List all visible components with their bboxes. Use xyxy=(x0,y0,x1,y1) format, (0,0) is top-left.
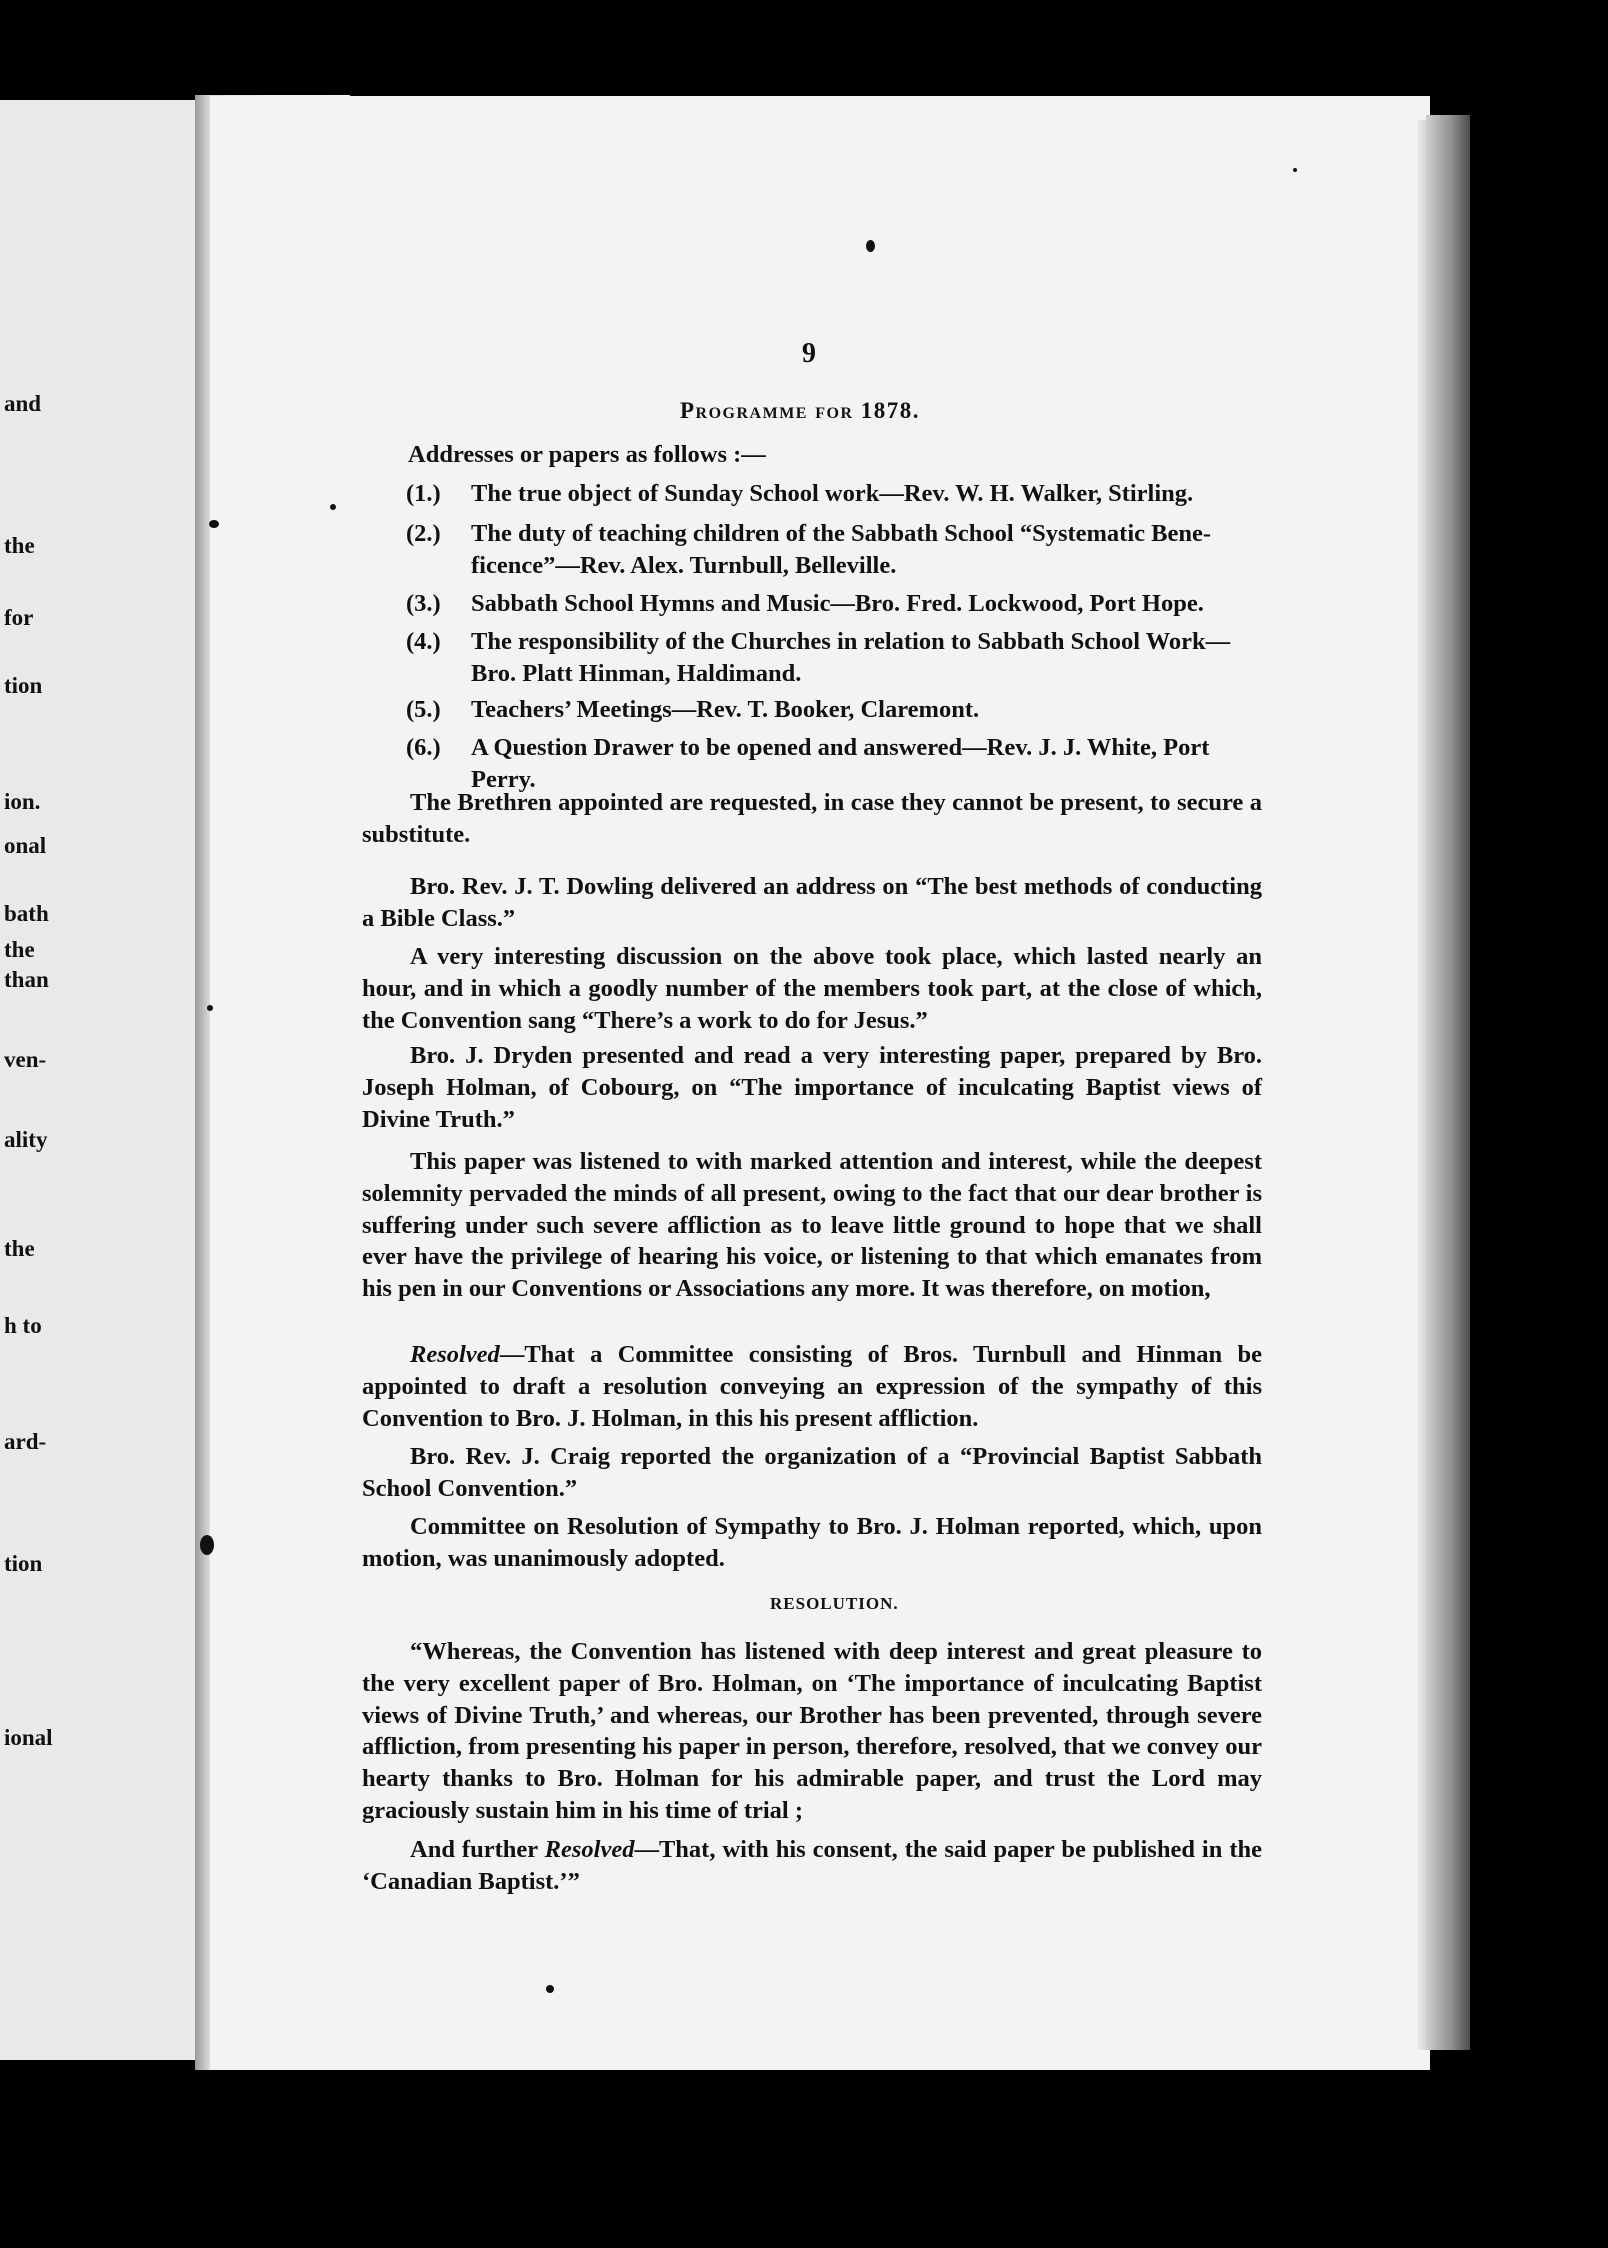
programme-item-number: (4.) xyxy=(406,628,441,655)
left-page-fragment: tion xyxy=(4,673,43,698)
resolved-committee-text: —That a Committee consisting of Bros. Turnbull and Hinman be appointed to draft a resolution conveying an expression of the sympathy of this Convention to Bro. J. Holman, in this his present affliction. xyxy=(362,1341,1262,1432)
programme-item-text-cont: Perry. xyxy=(471,765,536,793)
programme-item-number: (2.) xyxy=(406,520,441,547)
programme-item-number: (1.) xyxy=(406,480,441,507)
programme-item-1 xyxy=(406,478,1264,510)
programme-item-text: The true object of Sunday School work—Rev. W. H. Walker, Stirling. xyxy=(471,480,1194,507)
programme-item-text-cont: Bro. Platt Hinman, Haldimand. xyxy=(471,659,802,687)
resolution-heading: RESOLUTION. xyxy=(770,1594,899,1613)
programme-item-text: Sabbath School Hymns and Music—Bro. Fred. Lockwood, Port Hope. xyxy=(471,590,1204,617)
final-prefix: And further xyxy=(410,1836,545,1863)
programme-item-4 xyxy=(406,626,1264,689)
scan-speck xyxy=(330,504,336,510)
left-page-fragment: ional xyxy=(4,1725,53,1750)
left-page-fragment: ard- xyxy=(4,1429,47,1454)
programme-item-text: A Question Drawer to be opened and answered—Rev. J. J. White, Port xyxy=(471,734,1210,761)
left-page-fragment: the xyxy=(4,533,35,558)
paragraph-craig: Bro. Rev. J. Craig reported the organization of a “Provincial Baptist Sabbath School Convention.” xyxy=(362,1443,1262,1502)
left-page-fragment: the xyxy=(4,1236,35,1261)
paragraph-substitute: The Brethren appointed are requested, in case they cannot be present, to secure a substitute. xyxy=(362,789,1262,848)
page-edge xyxy=(1426,115,1470,2050)
programme-item-text: The duty of teaching children of the Sabbath School “Systematic Bene- xyxy=(471,520,1212,547)
scan-speck xyxy=(866,240,875,252)
final-resolved-italic: Resolved xyxy=(544,1836,635,1863)
programme-item-text: Teachers’ Meetings—Rev. T. Booker, Claremont. xyxy=(471,696,980,723)
paragraph-resolved-committee xyxy=(362,1339,1262,1434)
page-heading: Programme for 1878. xyxy=(680,398,921,423)
paragraph-discussion: A very interesting discussion on the above took place, which lasted nearly an hour, and in which a goodly number of the members took part, at the close of which, the Convention sang “There’s a work to do for Jesus.” xyxy=(362,943,1262,1034)
left-page-fragment: than xyxy=(4,967,49,992)
programme-item-6 xyxy=(406,732,1264,795)
left-page-fragment: h to xyxy=(4,1313,42,1338)
programme-item-5 xyxy=(406,694,1264,726)
left-page-fragment: for xyxy=(4,605,34,630)
paragraph-committee-report: Committee on Resolution of Sympathy to Bro. J. Holman reported, which, upon motion, was unanimously adopted. xyxy=(362,1513,1262,1572)
left-page-fragment: ality xyxy=(4,1127,48,1152)
left-page-fragment: bath xyxy=(4,901,49,926)
paragraph-dowling: Bro. Rev. J. T. Dowling delivered an address on “The best methods of conducting a Bible Class.” xyxy=(362,873,1262,932)
page-number: 9 xyxy=(802,338,816,369)
programme-item-text-cont: ficence”—Rev. Alex. Turnbull, Belleville. xyxy=(471,551,897,579)
left-page-fragment: ion. xyxy=(4,789,41,814)
paragraph-attention: This paper was listened to with marked attention and interest, while the deepest solemnity pervaded the minds of all present, owing to the fact that our dear brother is suffering under such severe affliction as to leave little ground to hope that we shall ever have the privilege of hearing his voice, or listening to that which emanates from his pen in our Conventions or Associations any more. It was therefore, on motion, xyxy=(362,1148,1262,1303)
left-page-fragment: tion xyxy=(4,1551,43,1576)
scan-speck xyxy=(200,1535,214,1555)
final-rest: —That, with his consent, the said paper be published in the ‘Canadian Baptist.’” xyxy=(362,1836,1262,1895)
paragraph-dryden: Bro. J. Dryden presented and read a very interesting paper, prepared by Bro. Joseph Holman, of Cobourg, on “The importance of inculcating Baptist views of Divine Truth.” xyxy=(362,1042,1262,1133)
programme-item-text: The responsibility of the Churches in relation to Sabbath School Work— xyxy=(471,628,1231,655)
programme-item-number: (3.) xyxy=(406,590,441,617)
programme-item-number: (6.) xyxy=(406,734,441,761)
left-page-fragment: onal xyxy=(4,833,47,858)
resolution-text: “Whereas, the Convention has listened with deep interest and great pleasure to the very excellent paper of Bro. Holman, on ‘The importance of inculcating Baptist views of Divine Truth,’ and whereas, our Brother has been prevented, through severe affliction, from presenting his paper in person, therefore, resolved, that we convey our hearty thanks to Bro. Holman for his admirable paper, and trust the Lord may graciously sustain him in his time of trial ; xyxy=(362,1638,1262,1824)
scan-speck xyxy=(1293,168,1297,172)
programme-item-3 xyxy=(406,588,1264,620)
scan-speck xyxy=(207,1005,213,1011)
programme-intro: Addresses or papers as follows :— xyxy=(408,441,766,468)
left-page-fragment: and xyxy=(4,391,42,416)
programme-item-number: (5.) xyxy=(406,696,441,723)
scan-speck xyxy=(546,1985,554,1993)
final-resolved-paragraph xyxy=(362,1834,1262,1898)
scan-speck xyxy=(209,520,219,528)
left-page-fragment: ven- xyxy=(4,1047,47,1072)
left-page-fragment: the xyxy=(4,937,35,962)
programme-item-2 xyxy=(406,518,1264,581)
spine-shadow xyxy=(195,95,209,2070)
resolved-italic: Resolved xyxy=(410,1341,500,1368)
